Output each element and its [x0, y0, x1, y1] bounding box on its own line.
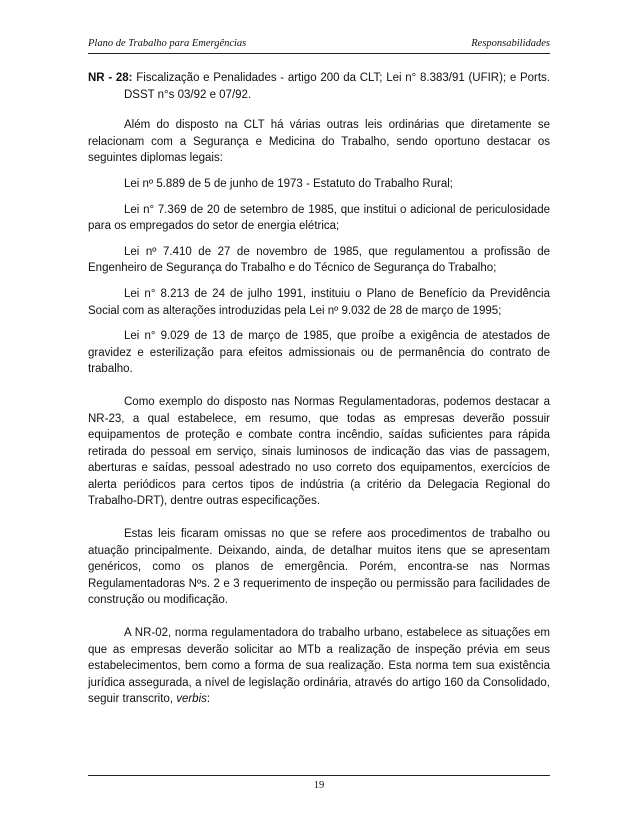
header-section: Responsabilidades — [471, 38, 550, 49]
paragraph-nr02 — [88, 625, 550, 708]
nr28-label: NR - 28: — [88, 72, 133, 84]
paragraph-lei-5889: Lei nº 5.889 de 5 de junho de 1973 - Estatuto do Trabalho Rural; — [124, 177, 453, 190]
paragraph-nr02-text: A NR-02, norma regulamentadora do trabalho urbano, estabelece as situações em que as empresas deverão solicitar ao MTb a realização de inspeção prévia em seus estabelecimentos, bem como a forma de sua realização. Esta norma tem sua existência jurídica assegurada, a nível de legislação ordinária, através do artigo 160 da Consolidado, seguir transcrito, — [88, 627, 550, 706]
page-header — [88, 38, 550, 52]
paragraph-intro: Além do disposto na CLT há várias outras leis ordinárias que diretamente se relacionam com a Segurança e Medicina do Trabalho, sendo oportuno destacar os seguintes diplomas legais: — [88, 119, 550, 165]
header-divider — [88, 53, 550, 54]
paragraph-lei-7369: Lei n° 7.369 de 20 de setembro de 1985, que institui o adicional de periculosidade para os empregados do setor de energia elétrica; — [88, 203, 550, 233]
document-body — [88, 70, 550, 717]
paragraph-omissas: Estas leis ficaram omissas no que se refere aos procedimentos de trabalho ou atuação principalmente. Deixando, ainda, de detalhar muitos itens que se apresentam genéricos, como os planos de emergência. Porém, encontra-se nas Normas Regulamentadoras Nºs. 2 e 3 requerimento de inspeção ou permissão para facilidades de construção ou modificação. — [88, 528, 550, 607]
paragraph-lei-7410: Lei nº 7.410 de 27 de novembro de 1985, que regulamentou a profissão de Engenheiro de Segurança do Trabalho e do Técnico de Segurança do Trabalho; — [88, 245, 550, 275]
paragraph-nr23: Como exemplo do disposto nas Normas Regulamentadoras, podemos destacar a NR-23, a qual estabelece, em resumo, que todas as empresas deverão possuir equipamentos de proteção e combate contra incêndio, saídas suficientes para rápida retirada do pessoal em serviço, sinais luminosos de indicação das vias de passagem, aberturas e saídas, pessoal adestrado no uso correto dos equipamentos, exercícios de alerta periódicos para certos tipos de indústria (a critério da Delegacia Regional do Trabalho-DRT), dentre outras especificações. — [88, 395, 550, 508]
paragraph-nr02-end: : — [206, 693, 211, 706]
nr28-entry — [88, 70, 550, 103]
nr28-text: Fiscalização e Penalidades - artigo 200 da CLT; Lei n° 8.383/91 (UFIR); e Ports. DSST n°s 03/92 e 07/92. — [124, 72, 550, 101]
footer-divider — [88, 775, 550, 776]
paragraph-nr02-verbis: verbis — [176, 693, 207, 706]
paragraph-lei-8213: Lei n° 8.213 de 24 de julho 1991, instituiu o Plano de Benefício da Previdência Social com as alterações introduzidas pela Lei nº 9.032 de 28 de março de 1995; — [88, 287, 550, 317]
header-title: Plano de Trabalho para Emergências — [88, 38, 247, 49]
paragraph-lei-9029: Lei n° 9.029 de 13 de março de 1985, que proíbe a exigência de atestados de gravidez e esterilização para efeitos admissionais ou de permanência do contrato de trabalho. — [88, 330, 550, 376]
page-number: 19 — [313, 780, 325, 791]
